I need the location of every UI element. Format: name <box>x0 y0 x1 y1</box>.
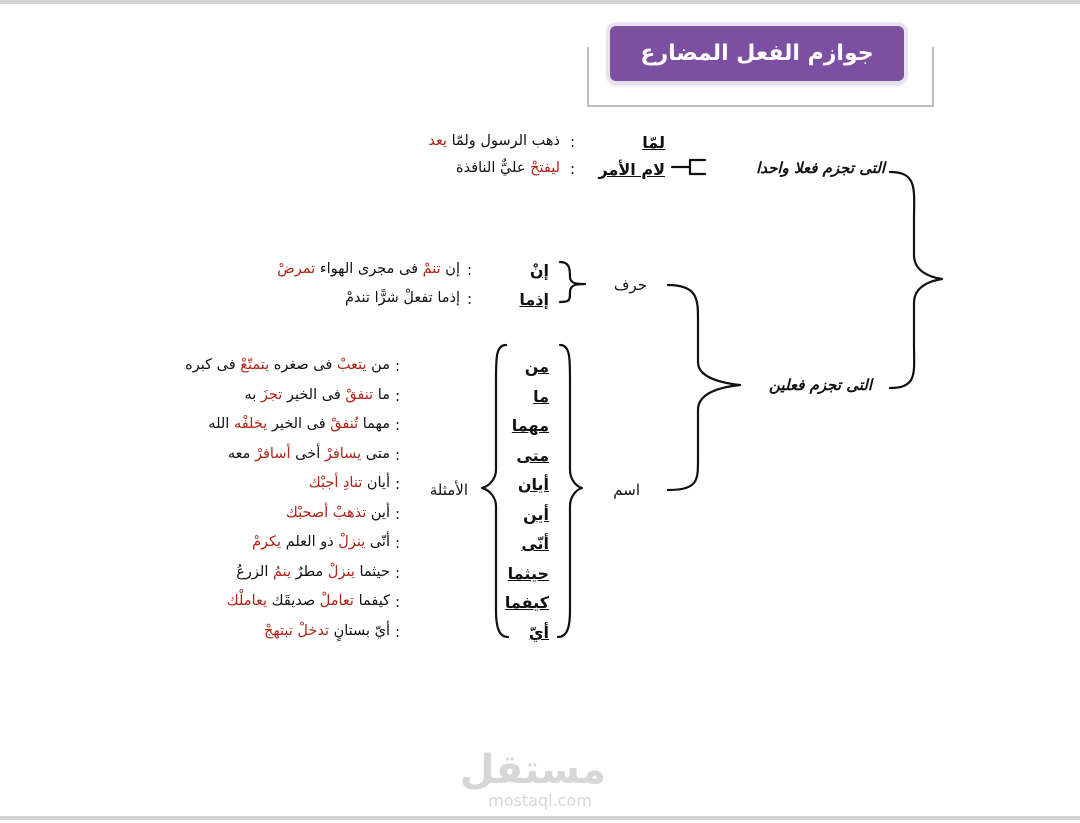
example-sentence <box>236 564 390 580</box>
ism-label: اسم <box>613 481 640 499</box>
tool-word: أين <box>523 504 549 524</box>
sentence-text: عليٌّ النافذة <box>455 160 531 176</box>
separator-colon: : <box>394 504 400 523</box>
example-sentence <box>185 357 390 373</box>
harf-bracket <box>560 262 585 302</box>
sentence-text: فى الخير <box>267 416 331 432</box>
tool-word: مهما <box>511 416 549 435</box>
jussive-verb: تعاملْ <box>319 593 354 609</box>
sentence-text: كيفما <box>353 593 390 609</box>
separator-colon: : <box>394 445 400 464</box>
sentence-text: أنّى <box>365 534 390 550</box>
separator-colon: : <box>394 357 400 375</box>
example-sentence <box>428 133 560 149</box>
ism-tools-brace-right <box>558 345 582 637</box>
jussive-verb: ينزلْ <box>338 534 366 550</box>
separator-colon: : <box>569 133 575 151</box>
separator-colon: : <box>466 261 472 279</box>
example-sentence <box>252 534 390 550</box>
sentence-text: فى الخير <box>282 386 346 403</box>
main-brace <box>890 172 942 388</box>
separator-colon: : <box>394 622 400 641</box>
jussive-verb: يعد <box>428 133 447 149</box>
example-sentence <box>277 261 460 277</box>
jussive-verb: تجزَ <box>260 386 283 403</box>
separator-colon: : <box>394 475 400 493</box>
tool-word: من <box>524 357 549 376</box>
watermark <box>459 747 606 810</box>
tool-word: متى <box>516 445 549 465</box>
tool-word: لمّا <box>642 133 665 152</box>
jussive-verb: تدخلْ تبتهجْ <box>263 622 329 639</box>
example-sentence <box>264 623 390 639</box>
tool-word: أنّى <box>521 534 549 553</box>
tool-word: أيّ <box>528 622 549 642</box>
jussive-verb: تنادِ أجبْك <box>308 475 363 491</box>
sentence-text: إذما تفعلْ شرًّا تندمْ <box>344 290 460 306</box>
jussive-verb: تنمْ <box>422 261 441 277</box>
sentence-text: فى كبره <box>185 357 241 373</box>
example-sentence <box>245 387 391 403</box>
diagram-title: جوازم الفعل المضارع <box>610 26 904 81</box>
example-sentence <box>456 160 560 176</box>
example-sentence <box>286 505 390 521</box>
jussive-verb: تُنفقْ <box>330 416 359 432</box>
sentence-text: ذهب الرسول ولمّا <box>446 133 560 149</box>
separator-colon: : <box>569 160 575 178</box>
sentence-text: الله <box>208 416 234 432</box>
one-verb-label: التى تجزم فعلا واحدا <box>756 159 885 177</box>
one-verb-connector <box>672 160 705 174</box>
jussive-verb: يعاملْك <box>226 593 268 609</box>
example-sentence <box>345 290 460 306</box>
watermark-arabic: مستقل <box>459 747 606 793</box>
example-sentence <box>309 475 390 491</box>
jussive-verb: يخلفْه <box>233 416 268 432</box>
sentence-text: فى صغره <box>269 357 337 373</box>
watermark-latin: mostaql.com <box>488 791 592 810</box>
sentence-text: معه <box>227 445 255 462</box>
sentence-text: أيّ بستانٍ <box>328 622 390 639</box>
sentence-text: ما <box>373 386 390 403</box>
sentence-text: أيان <box>362 475 390 491</box>
sentence-text: أخى <box>290 445 325 462</box>
sentence-text: من <box>366 357 390 373</box>
example-sentence <box>208 416 390 432</box>
sentence-text: إن <box>440 261 460 277</box>
tool-word: إذما <box>519 290 549 309</box>
two-verbs-label: التى تجزم فعلين <box>769 376 872 394</box>
tool-word: ما <box>533 386 549 406</box>
tool-word: لام الأمر <box>598 160 665 179</box>
sentence-text: حيثما <box>354 563 390 580</box>
tool-word: أيان <box>517 475 549 494</box>
separator-colon: : <box>394 386 400 405</box>
sentence-text: ذو العلم <box>281 534 339 550</box>
separator-colon: : <box>394 534 400 552</box>
examples-label: الأمثلة <box>429 481 468 499</box>
jussive-verb: تنفقْ <box>345 386 374 403</box>
sentence-text: أين <box>366 504 390 521</box>
example-sentence <box>228 446 390 462</box>
jussive-verb: يتعبْ <box>336 357 367 373</box>
two-verbs-brace <box>668 285 740 490</box>
harf-label: حرف <box>613 276 647 294</box>
tool-word: كيفما <box>504 593 549 612</box>
jussive-verb: أسافرْ <box>255 445 291 462</box>
jussive-verb: ينزلْ <box>327 563 355 580</box>
sentence-text: به <box>244 386 261 403</box>
separator-colon: : <box>394 416 400 434</box>
sentence-text: صديقَك <box>267 593 320 609</box>
sentence-text: مهما <box>358 416 390 432</box>
jussive-verb: يسافرْ <box>324 445 362 462</box>
separator-colon: : <box>394 593 400 611</box>
sentence-text: مطرٌ <box>291 563 328 580</box>
jussive-verb: يكرمْ <box>252 534 282 550</box>
tool-word: إنْ <box>529 261 549 280</box>
separator-colon: : <box>466 290 472 308</box>
jussive-verb: ينمُ <box>272 563 292 580</box>
sentence-text: فى مجرى الهواء <box>315 261 423 277</box>
sentence-text: الزرعُ <box>236 563 273 580</box>
jussive-verb: تذهبْ أصحبْك <box>285 504 367 521</box>
sentence-text: متى <box>361 445 390 462</box>
example-sentence <box>227 593 390 609</box>
jussive-verb: تمرضْ <box>277 261 316 277</box>
tool-word: حيثما <box>507 563 549 583</box>
jussive-verb: ليفتحْ <box>530 160 560 176</box>
separator-colon: : <box>394 563 400 582</box>
jussive-verb: يتمتّعْ <box>240 357 270 373</box>
